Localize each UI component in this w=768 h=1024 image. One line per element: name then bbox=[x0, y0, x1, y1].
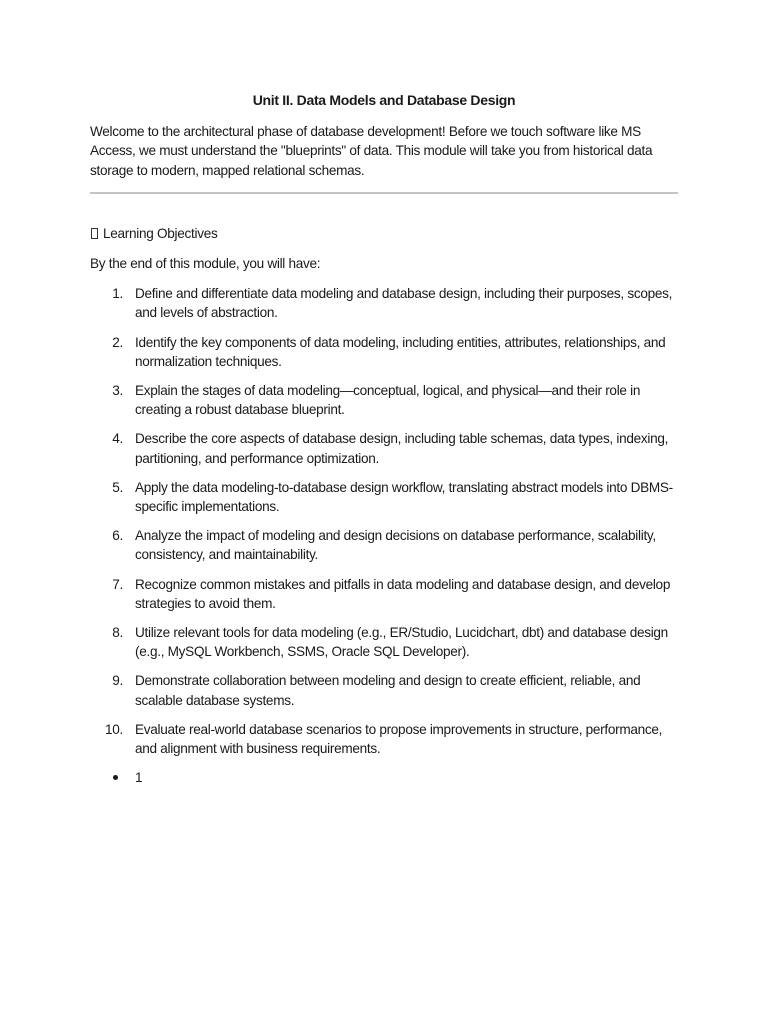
list-item-text: Utilize relevant tools for data modeling (e.g., ER/Studio, Lucidchart, dbt) and database design (e.g., MySQL Workbench, SSMS, Oracle SQL Developer). bbox=[135, 625, 668, 660]
list-item bbox=[90, 333, 678, 371]
list-item bbox=[90, 429, 678, 467]
list-item-text: Demonstrate collaboration between modeling and design to create efficient, reliable, and scalable database systems. bbox=[135, 673, 641, 708]
bullet-list-item bbox=[90, 768, 678, 787]
list-item bbox=[90, 526, 678, 564]
objectives-lead: By the end of this module, you will have: bbox=[90, 256, 321, 272]
list-item-number: 6. bbox=[112, 528, 123, 544]
list-item bbox=[90, 671, 678, 709]
list-item bbox=[90, 720, 678, 758]
list-item-number: 1. bbox=[112, 286, 123, 302]
objectives-heading bbox=[90, 225, 678, 242]
list-item bbox=[90, 381, 678, 419]
list-item-text: Analyze the impact of modeling and design decisions on database performance, scalability, consistency, and maintainability. bbox=[135, 528, 656, 563]
bullet-icon bbox=[113, 775, 118, 780]
list-item-text: Evaluate real-world database scenarios to propose improvements in structure, performance, and alignment with business requirements. bbox=[135, 721, 663, 757]
list-item-number: 5. bbox=[112, 479, 123, 495]
list-item-number: 7. bbox=[112, 576, 123, 592]
bullet-item-text: 1 bbox=[135, 770, 143, 786]
list-item-text: Identify the key components of data modeling, including entities, attributes, relationships, and normalization techniques. bbox=[135, 334, 666, 369]
list-item bbox=[90, 623, 678, 661]
list-item-number: 10. bbox=[105, 721, 123, 737]
list-item-number: 2. bbox=[112, 334, 123, 350]
list-item-text: Describe the core aspects of database design, including table schemas, data types, indexing, partitioning, and performance optimization. bbox=[135, 431, 669, 466]
horizontal-divider bbox=[90, 192, 678, 194]
list-item-number: 3. bbox=[112, 383, 123, 399]
page-title: Unit II. Data Models and Database Design bbox=[252, 92, 516, 108]
list-item-text: Recognize common mistakes and pitfalls in data modeling and database design, and develop strategies to avoid them. bbox=[135, 576, 671, 611]
list-item bbox=[90, 284, 678, 322]
objectives-list bbox=[90, 284, 678, 758]
list-item bbox=[90, 575, 678, 613]
list-item bbox=[90, 478, 678, 516]
intro-paragraph: Welcome to the architectural phase of database development! Before we touch software like MS Access, we must understand the "blueprints" of data. This module will take you from historical data storage to modern, mapped relational schemas. bbox=[90, 124, 653, 178]
list-item-number: 9. bbox=[112, 673, 123, 689]
list-item-text: Explain the stages of data modeling—conceptual, logical, and physical—and their role in creating a robust database blueprint. bbox=[135, 383, 641, 418]
list-item-text: Define and differentiate data modeling and database design, including their purposes, scopes, and levels of abstraction. bbox=[135, 286, 673, 321]
objectives-heading-label: Learning Objectives bbox=[103, 226, 218, 242]
list-item-number: 8. bbox=[112, 625, 123, 641]
document-body bbox=[90, 92, 678, 787]
list-item-text: Apply the data modeling-to-database design workflow, translating abstract models into DBMS-specific implementations. bbox=[135, 479, 673, 515]
missing-glyph-icon bbox=[91, 228, 98, 239]
list-item-number: 4. bbox=[112, 431, 123, 447]
